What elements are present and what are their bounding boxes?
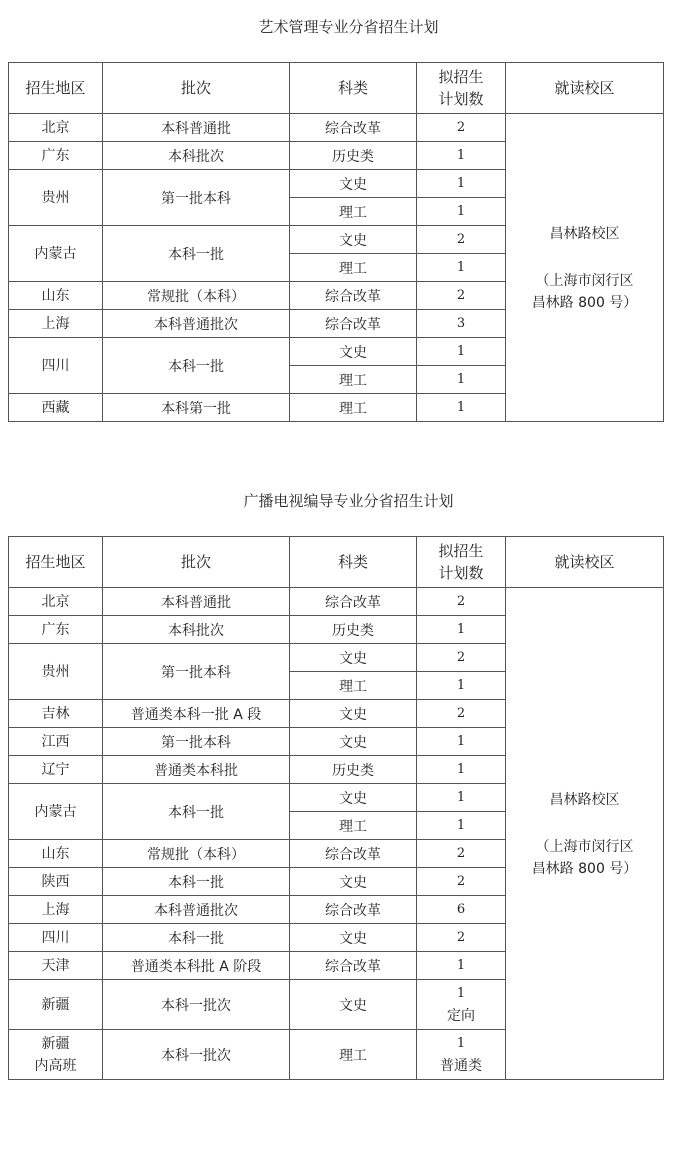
- batch-cell: 本科一批: [103, 784, 290, 840]
- region-cell: [9, 700, 103, 728]
- region-name: 四川: [41, 357, 70, 374]
- quota-cell: [417, 170, 506, 198]
- category-cell: 综合改革: [290, 588, 417, 616]
- quota-value: 2: [456, 929, 466, 945]
- batch-cell: 本科批次: [103, 616, 290, 644]
- region-name-line2: 内高班: [34, 1057, 77, 1074]
- batch-cell: 本科一批次: [103, 1030, 290, 1080]
- quota-value: 2: [456, 287, 466, 303]
- quota-value: 1: [456, 371, 466, 387]
- region-name: 广东: [41, 147, 70, 164]
- category-cell: 历史类: [290, 756, 417, 784]
- quota-cell: [417, 198, 506, 226]
- category-cell: 理工: [290, 812, 417, 840]
- batch-cell: 本科批次: [103, 142, 290, 170]
- quota-value: 3: [456, 315, 466, 331]
- quota-value: 2: [456, 845, 466, 861]
- campus-address: [506, 270, 663, 314]
- batch-cell: 本科普通批: [103, 114, 290, 142]
- region-cell: [9, 644, 103, 700]
- region-name: 辽宁: [41, 761, 70, 778]
- quota-cell: [417, 394, 506, 422]
- header-region: 招生地区: [9, 63, 103, 114]
- category-cell: 综合改革: [290, 840, 417, 868]
- category-cell: 综合改革: [290, 310, 417, 338]
- header-quota: [417, 63, 506, 114]
- region-name: 江西: [41, 733, 70, 750]
- quota-cell: [417, 644, 506, 672]
- quota-value: 1: [456, 817, 466, 833]
- batch-cell: 第一批本科: [103, 728, 290, 756]
- header-batch: 批次: [103, 63, 290, 114]
- quota-note: 定向: [447, 1007, 475, 1024]
- region-cell: [9, 756, 103, 784]
- header-quota-line1: 拟招生: [438, 68, 484, 86]
- quota-cell: [417, 868, 506, 896]
- quota-value: 1: [456, 761, 466, 777]
- category-cell: 文史: [290, 226, 417, 254]
- header-quota-line1: 拟招生: [438, 542, 484, 560]
- quota-cell: [417, 924, 506, 952]
- quota-value: 1: [456, 203, 466, 219]
- batch-cell: 普通类本科批: [103, 756, 290, 784]
- region-cell: [9, 310, 103, 338]
- table2-title: 广播电视编导专业分省招生计划: [243, 492, 454, 510]
- quota-cell: [417, 1030, 506, 1080]
- campus-name: 昌林路校区: [549, 791, 620, 808]
- category-cell: 综合改革: [290, 114, 417, 142]
- region-cell: [9, 282, 103, 310]
- quota-value: 6: [456, 901, 466, 917]
- broadcast-directing-plan-table: [8, 536, 664, 1080]
- quota-cell: [417, 282, 506, 310]
- quota-cell: [417, 226, 506, 254]
- batch-cell: 本科一批: [103, 924, 290, 952]
- quota-value: 1: [456, 1035, 466, 1051]
- header-campus: 就读校区: [506, 537, 664, 588]
- region-cell: [9, 924, 103, 952]
- region-name: 四川: [41, 929, 70, 946]
- category-cell: 文史: [290, 868, 417, 896]
- region-name: 吉林: [41, 705, 70, 722]
- campus-address-line1: （上海市闵行区: [535, 272, 634, 289]
- quota-cell: [417, 310, 506, 338]
- campus-address-line2: 昌林路 800 号）: [531, 294, 638, 311]
- batch-cell: 本科一批: [103, 868, 290, 896]
- region-name: 广东: [41, 621, 70, 638]
- category-cell: 文史: [290, 924, 417, 952]
- quota-cell: [417, 896, 506, 924]
- table-row: [9, 114, 664, 142]
- quota-cell: [417, 952, 506, 980]
- region-cell: [9, 226, 103, 282]
- region-name: 山东: [41, 287, 70, 304]
- quota-value: 1: [456, 621, 466, 637]
- region-cell: [9, 616, 103, 644]
- region-cell: [9, 338, 103, 394]
- category-cell: 综合改革: [290, 952, 417, 980]
- campus-address-line2: 昌林路 800 号）: [531, 860, 638, 877]
- region-name: 内蒙古: [34, 803, 77, 820]
- quota-value: 2: [456, 705, 466, 721]
- header-row: [9, 537, 664, 588]
- quota-value: 2: [456, 231, 466, 247]
- table1-title: 艺术管理专业分省招生计划: [258, 18, 439, 36]
- category-cell: 文史: [290, 170, 417, 198]
- quota-cell: [417, 728, 506, 756]
- region-cell: [9, 784, 103, 840]
- art-management-plan-table: [8, 62, 664, 422]
- quota-value: 1: [456, 399, 466, 415]
- quota-cell: [417, 114, 506, 142]
- region-cell: [9, 896, 103, 924]
- region-cell: [9, 728, 103, 756]
- quota-cell: [417, 142, 506, 170]
- quota-cell: [417, 784, 506, 812]
- region-cell: [9, 142, 103, 170]
- batch-cell: 本科普通批: [103, 588, 290, 616]
- quota-cell: [417, 616, 506, 644]
- quota-value: 1: [456, 789, 466, 805]
- batch-cell: 第一批本科: [103, 644, 290, 700]
- table-row: [9, 588, 664, 616]
- category-cell: 理工: [290, 394, 417, 422]
- region-cell: [9, 868, 103, 896]
- category-cell: 综合改革: [290, 896, 417, 924]
- batch-cell: 本科一批次: [103, 980, 290, 1030]
- header-region: 招生地区: [9, 537, 103, 588]
- category-cell: 理工: [290, 198, 417, 226]
- category-cell: 理工: [290, 366, 417, 394]
- campus-address: [506, 836, 663, 880]
- category-cell: 文史: [290, 980, 417, 1030]
- category-cell: 文史: [290, 728, 417, 756]
- batch-cell: 本科普通批次: [103, 896, 290, 924]
- quota-cell: [417, 700, 506, 728]
- quota-value: 1: [456, 985, 466, 1001]
- region-name: 贵州: [41, 189, 70, 206]
- quota-cell: [417, 812, 506, 840]
- batch-cell: 普通类本科批 A 阶段: [103, 952, 290, 980]
- campus-cell: [506, 588, 664, 1080]
- quota-cell: [417, 672, 506, 700]
- quota-value: 1: [456, 147, 466, 163]
- batch-cell: 本科第一批: [103, 394, 290, 422]
- region-name: 陕西: [41, 873, 70, 890]
- quota-value: 1: [456, 175, 466, 191]
- region-name: 上海: [41, 315, 70, 332]
- campus-cell: [506, 114, 664, 422]
- region-cell: [9, 1030, 103, 1080]
- category-cell: 综合改革: [290, 282, 417, 310]
- category-cell: 理工: [290, 254, 417, 282]
- region-cell: [9, 394, 103, 422]
- region-name: 新疆: [41, 1035, 70, 1052]
- quota-cell: [417, 254, 506, 282]
- header-quota: [417, 537, 506, 588]
- category-cell: 文史: [290, 338, 417, 366]
- quota-cell: [417, 588, 506, 616]
- batch-cell: 本科一批: [103, 226, 290, 282]
- header-campus: 就读校区: [506, 63, 664, 114]
- quota-cell: [417, 338, 506, 366]
- quota-value: 1: [456, 733, 466, 749]
- quota-cell: [417, 366, 506, 394]
- category-cell: 文史: [290, 644, 417, 672]
- quota-value: 1: [456, 677, 466, 693]
- header-row: [9, 63, 664, 114]
- campus-name: 昌林路校区: [549, 225, 620, 242]
- region-name: 新疆: [41, 996, 70, 1013]
- region-name: 上海: [41, 901, 70, 918]
- batch-cell: 常规批（本科）: [103, 282, 290, 310]
- category-cell: 理工: [290, 672, 417, 700]
- quota-cell: [417, 840, 506, 868]
- region-name: 西藏: [41, 399, 70, 416]
- category-cell: 历史类: [290, 616, 417, 644]
- region-cell: [9, 170, 103, 226]
- batch-cell: 本科普通批次: [103, 310, 290, 338]
- quota-value: 2: [456, 649, 466, 665]
- header-batch: 批次: [103, 537, 290, 588]
- category-cell: 历史类: [290, 142, 417, 170]
- region-name: 内蒙古: [34, 245, 77, 262]
- quota-cell: [417, 980, 506, 1030]
- quota-note: 普通类: [440, 1057, 482, 1074]
- batch-cell: 第一批本科: [103, 170, 290, 226]
- batch-cell: 普通类本科一批 A 段: [103, 700, 290, 728]
- region-cell: [9, 114, 103, 142]
- quota-value: 2: [456, 593, 466, 609]
- batch-cell: 本科一批: [103, 338, 290, 394]
- region-name: 天津: [41, 957, 70, 974]
- campus-address-line1: （上海市闵行区: [535, 838, 634, 855]
- header-category: 科类: [290, 63, 417, 114]
- batch-cell: 常规批（本科）: [103, 840, 290, 868]
- region-cell: [9, 980, 103, 1030]
- header-category: 科类: [290, 537, 417, 588]
- header-quota-line2: 计划数: [438, 564, 484, 582]
- category-cell: 文史: [290, 784, 417, 812]
- category-cell: 文史: [290, 700, 417, 728]
- quota-value: 1: [456, 259, 466, 275]
- region-name: 北京: [41, 593, 70, 610]
- region-name: 山东: [41, 845, 70, 862]
- quota-value: 2: [456, 119, 466, 135]
- header-quota-line2: 计划数: [438, 90, 484, 108]
- region-name: 北京: [41, 119, 70, 136]
- region-cell: [9, 588, 103, 616]
- quota-value: 2: [456, 873, 466, 889]
- region-name: 贵州: [41, 663, 70, 680]
- category-cell: 理工: [290, 1030, 417, 1080]
- quota-cell: [417, 756, 506, 784]
- quota-value: 1: [456, 957, 466, 973]
- region-cell: [9, 952, 103, 980]
- region-cell: [9, 840, 103, 868]
- quota-value: 1: [456, 343, 466, 359]
